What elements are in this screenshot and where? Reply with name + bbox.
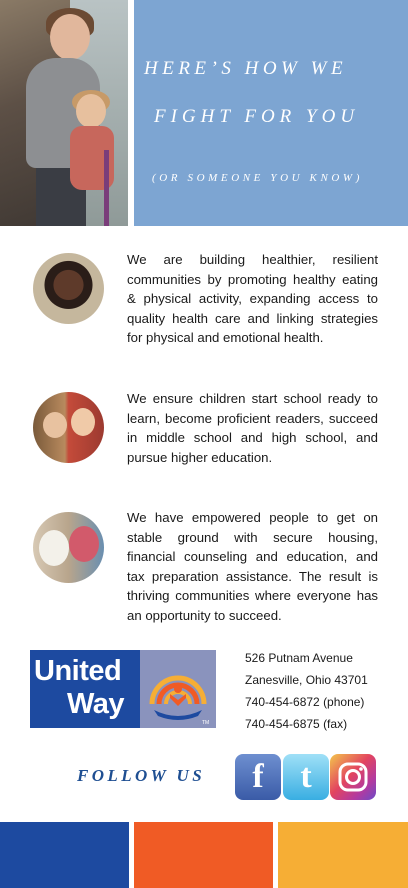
phone-number[interactable]: 740-454-6872 (phone) [245,695,365,709]
header-line-3: (OR SOMEONE YOU KNOW) [152,172,363,184]
header-banner [0,0,408,226]
instagram-icon[interactable] [330,754,376,800]
address-city: Zanesville, Ohio 43701 [245,673,368,687]
health-text: We are building healthier, resilient communities by promoting healthy eating & physical activity, expanding access to quality health care and linking strategies for physical and emotional health. [127,252,378,346]
footer-bar-blue [0,822,129,888]
footer-bar-yellow [278,822,408,888]
follow-us-label: FOLLOW US [77,766,206,785]
united-way-logo [30,650,216,728]
health-photo [33,253,104,324]
income-text: We have empowered people to get on stable ground with secure housing, financial counseling and education, and tax preparation assistance. The result is thriving communities where everyone has an opportunity to succeed. [127,510,378,623]
education-photo [33,392,104,463]
facebook-icon[interactable]: f [235,754,281,800]
logo-word-united: United [34,655,122,687]
header-line-2: FIGHT FOR YOU [154,106,360,127]
income-photo [33,512,104,583]
header-line-1: HERE’S HOW WE [144,58,348,79]
education-text: We ensure children start school ready to learn, become proficient readers, succeed in middle school and high school, and pursue higher education. [127,391,378,465]
address-street: 526 Putnam Avenue [245,651,353,665]
footer-bar-orange [134,822,273,888]
twitter-icon[interactable]: t [283,754,329,800]
logo-trademark: TM [202,720,210,726]
logo-rainbow-hand-icon [148,664,208,722]
logo-word-way: Way [67,688,125,720]
fax-number: 740-454-6875 (fax) [245,717,348,731]
header-photo [0,0,131,226]
